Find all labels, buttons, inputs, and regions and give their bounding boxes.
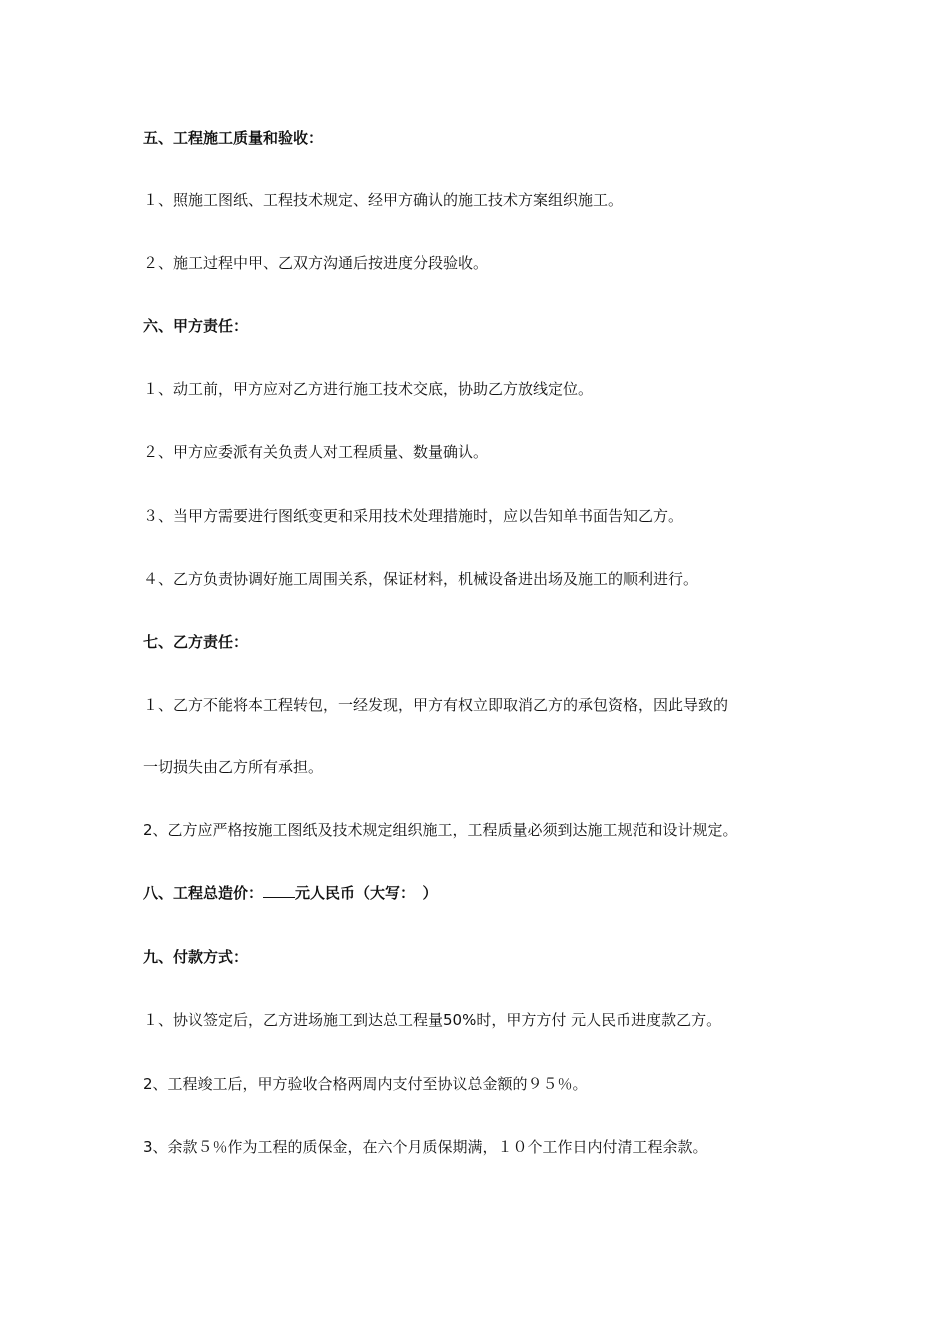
section-7-item-1-continued: 一切损失由乙方所有承担。 (143, 758, 324, 776)
price-blank (263, 883, 295, 898)
section-6-item-1: １、动工前，甲方应对乙方进行施工技术交底，协助乙方放线定位。 (143, 380, 594, 398)
section-5-heading: 五、工程施工质量和验收： (143, 129, 324, 147)
section-9-item-2: 2、工程竣工后，甲方验收合格两周内支付至协议总金额的９５％。 (143, 1075, 588, 1093)
section-5-item-2: ２、施工过程中甲、乙双方沟通后按进度分段验收。 (143, 254, 489, 272)
section-5-item-1: １、照施工图纸、工程技术规定、经甲方确认的施工技术方案组织施工。 (143, 191, 624, 209)
section-8-heading-prefix: 八、工程总造价： (143, 884, 264, 902)
section-6-heading: 六、甲方责任： (143, 317, 249, 335)
section-9-item-3: 3、余款５％作为工程的质保金，在六个月质保期满，１０个工作日内付清工程余款。 (143, 1138, 708, 1156)
section-9-heading: 九、付款方式： (143, 948, 249, 966)
section-6-item-3: ３、当甲方需要进行图纸变更和采用技术处理措施时，应以告知单书面告知乙方。 (143, 507, 684, 525)
section-6-item-4: ４、乙方负责协调好施工周围关系，保证材料，机械设备进出场及施工的顺利进行。 (143, 570, 699, 588)
section-7-heading: 七、乙方责任： (143, 633, 249, 651)
section-9-item-1: １、协议签定后，乙方进场施工到达总工程量50%时，甲方方付 元人民币进度款乙方。 (143, 1011, 722, 1029)
section-8-heading-suffix: 元人民币（大写： ） (295, 884, 438, 902)
section-7-item-1: １、乙方不能将本工程转包，一经发现，甲方有权立即取消乙方的承包资格，因此导致的 (143, 696, 729, 714)
section-8-heading (143, 883, 438, 903)
section-7-item-2: 2、乙方应严格按施工图纸及技术规定组织施工，工程质量必须到达施工规范和设计规定。 (143, 821, 738, 839)
section-6-item-2: ２、甲方应委派有关负责人对工程质量、数量确认。 (143, 443, 489, 461)
